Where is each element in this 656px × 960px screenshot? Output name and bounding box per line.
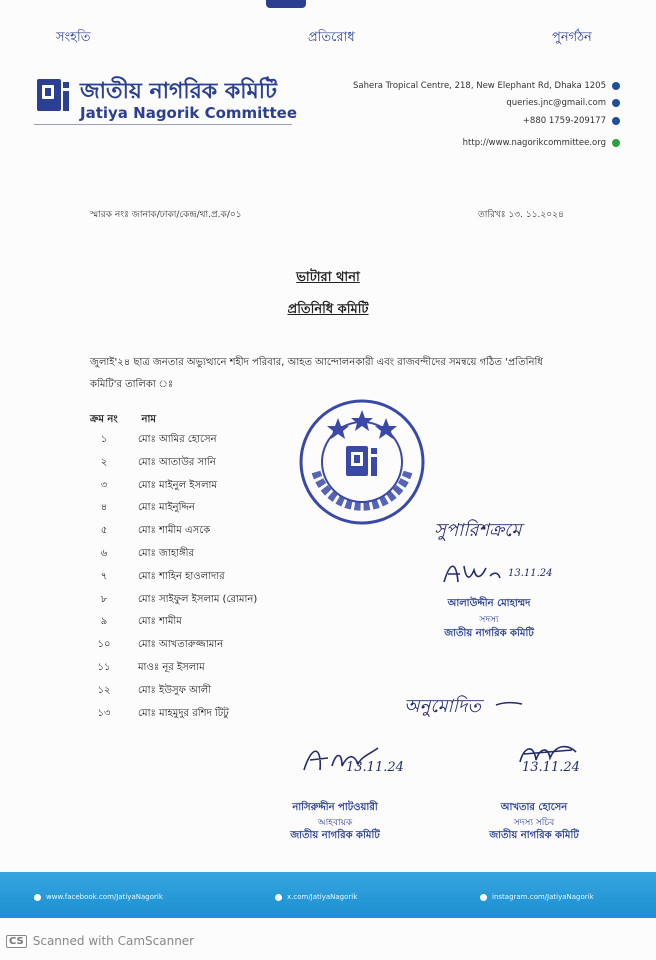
recommender-signature-date: 13.11.24	[508, 568, 553, 579]
member-name: মোঃ সাইফুল ইসলাম (রোমান)	[138, 593, 258, 605]
intro-paragraph: জুলাই'২৪ ছাত্র জনতার অভ্যুত্থানে শহীদ পরিবার, আহত আন্দোলনকারী এবং রাজবন্দীদের সমন্বয়ে গঠিত 'প্রতিনিধি কমিটি'র তালিকা ঃ	[90, 357, 543, 390]
member-number: ৪	[100, 502, 108, 514]
convener-signature-date: 13.11.24	[346, 760, 404, 775]
org-seal-stamp	[298, 398, 426, 526]
contact-email	[506, 98, 620, 108]
member-name: মোঃ শামীম	[138, 616, 182, 628]
member-row	[90, 500, 195, 517]
list-header	[90, 412, 156, 429]
org-name-english: Jatiya Nagorik Committee	[80, 104, 297, 122]
footer-bar	[0, 872, 656, 918]
approval-dash-stroke	[494, 700, 524, 708]
recommender-role: সদস্য	[479, 615, 499, 625]
convener-name: নাসিরুদ্দীন পাটওয়ারী	[292, 802, 378, 813]
member-secretary-org: জাতীয় নাগরিক কমিটি	[489, 830, 579, 841]
footer-x-text: x.com/JatiyaNagorik	[287, 893, 358, 901]
x-icon	[275, 894, 282, 901]
convener-role: আহবায়ক	[317, 818, 353, 828]
camscanner-badge: CS	[6, 935, 27, 948]
member-row	[90, 683, 211, 700]
scanner-watermark	[6, 934, 194, 948]
contact-website-text: http://www.nagorikcommittee.org	[462, 138, 606, 148]
motto-reconstruction: পুনর্গঠন	[552, 30, 592, 45]
member-name: মোঃ মাহমুদুর রশিদ টিটু	[138, 707, 229, 719]
footer-instagram-text: instagram.com/JatiyaNagorik	[492, 893, 594, 901]
member-secretary-role: সদস্য সচিব	[513, 818, 555, 828]
member-name: মোঃ শামীম এসকে	[138, 525, 211, 537]
member-row	[90, 455, 216, 472]
member-number: ৮	[100, 593, 108, 605]
document-title-thana: ভাটারা থানা	[296, 270, 360, 285]
member-row	[90, 432, 217, 449]
recommender-org: জাতীয় নাগরিক কমিটি	[444, 628, 534, 639]
member-number: ৯	[100, 616, 108, 628]
document-title-committee: প্রতিনিধি কমিটি	[287, 302, 369, 317]
member-name: মাওঃ নূর ইসলাম	[138, 662, 205, 673]
member-row	[90, 706, 229, 723]
footer-instagram[interactable]	[480, 893, 594, 901]
member-name: মোঃ মাইনুল ইসলাম	[138, 479, 217, 491]
header-divider	[34, 124, 292, 125]
member-row	[90, 592, 257, 609]
phone-icon	[612, 117, 620, 125]
contact-address-text: Sahera Tropical Centre, 218, New Elephant Rd, Dhaka 1205	[352, 81, 606, 91]
member-name: মোঃ শাহিন হাওলাদার	[138, 570, 225, 582]
facebook-icon	[34, 894, 41, 901]
member-name: মোঃ মাইনুদ্দিন	[138, 502, 195, 514]
member-name: মোঃ আতাউর সানি	[138, 456, 216, 468]
member-row	[90, 546, 194, 563]
member-number: ৭	[100, 570, 108, 582]
contact-address	[353, 81, 620, 91]
contact-phone	[523, 116, 620, 126]
camscanner-text: Scanned with CamScanner	[32, 934, 195, 948]
member-number: ৫	[100, 525, 108, 537]
contact-website	[463, 138, 620, 148]
member-number: ৩	[100, 479, 108, 491]
member-name: মোঃ জাহাঙ্গীর	[138, 548, 195, 559]
footer-facebook-text: www.facebook.com/JatiyaNagorik	[46, 893, 163, 901]
member-name: মোঃ আখতারুজ্জামান	[138, 639, 224, 651]
member-number: ১	[100, 434, 108, 445]
contact-email-text: queries.jnc@gmail.com	[506, 98, 606, 108]
convener-org: জাতীয় নাগরিক কমিটি	[290, 830, 380, 841]
member-number: ৬	[100, 548, 108, 559]
member-row	[90, 478, 217, 495]
handwritten-recommendation: সুপারিশক্রমে	[434, 520, 522, 541]
member-row	[90, 569, 225, 586]
member-name: মোঃ আমির হোসেন	[138, 434, 217, 445]
member-number: ১০	[97, 639, 111, 651]
list-header-number: ক্রম নং	[90, 414, 118, 425]
member-name: মোঃ ইউসুফ আলী	[138, 684, 212, 696]
motto-resistance: প্রতিরোধ	[308, 30, 355, 45]
org-logo-icon	[36, 78, 70, 112]
document-date: তারিখঃ ১৩. ১১.২০২৪	[478, 210, 564, 220]
member-secretary-signature-date: 13.11.24	[522, 760, 580, 775]
footer-facebook[interactable]	[34, 893, 163, 901]
footer-x[interactable]	[275, 893, 357, 901]
motto-unity: সংহতি	[56, 30, 91, 45]
member-row	[90, 523, 210, 540]
member-number: ১১	[97, 662, 111, 673]
list-header-name: নাম	[141, 414, 156, 425]
member-secretary-name: আখতার হোসেন	[500, 802, 568, 813]
member-row	[90, 660, 205, 677]
contact-phone-text: +880 1759-209177	[522, 116, 606, 126]
email-icon	[612, 99, 620, 107]
web-icon	[612, 139, 620, 147]
member-row	[90, 614, 182, 631]
member-number: ১৩	[97, 707, 111, 719]
member-number: ২	[100, 456, 108, 468]
recommender-name: আলাউদ্দীন মোহাম্মদ	[447, 598, 531, 609]
org-name-bangla: জাতীয় নাগরিক কমিটি	[80, 79, 278, 104]
member-number: ১২	[97, 684, 111, 696]
memo-number: স্মারক নংঃ জানাক/ঢাকা/কেন্দ্র/থা.প্র.ক/০১	[90, 210, 242, 220]
handwritten-approval: অনুমোদিত	[404, 696, 481, 717]
instagram-icon	[480, 894, 487, 901]
top-edge-mark	[266, 0, 306, 8]
member-row	[90, 637, 223, 654]
location-icon	[612, 82, 620, 90]
